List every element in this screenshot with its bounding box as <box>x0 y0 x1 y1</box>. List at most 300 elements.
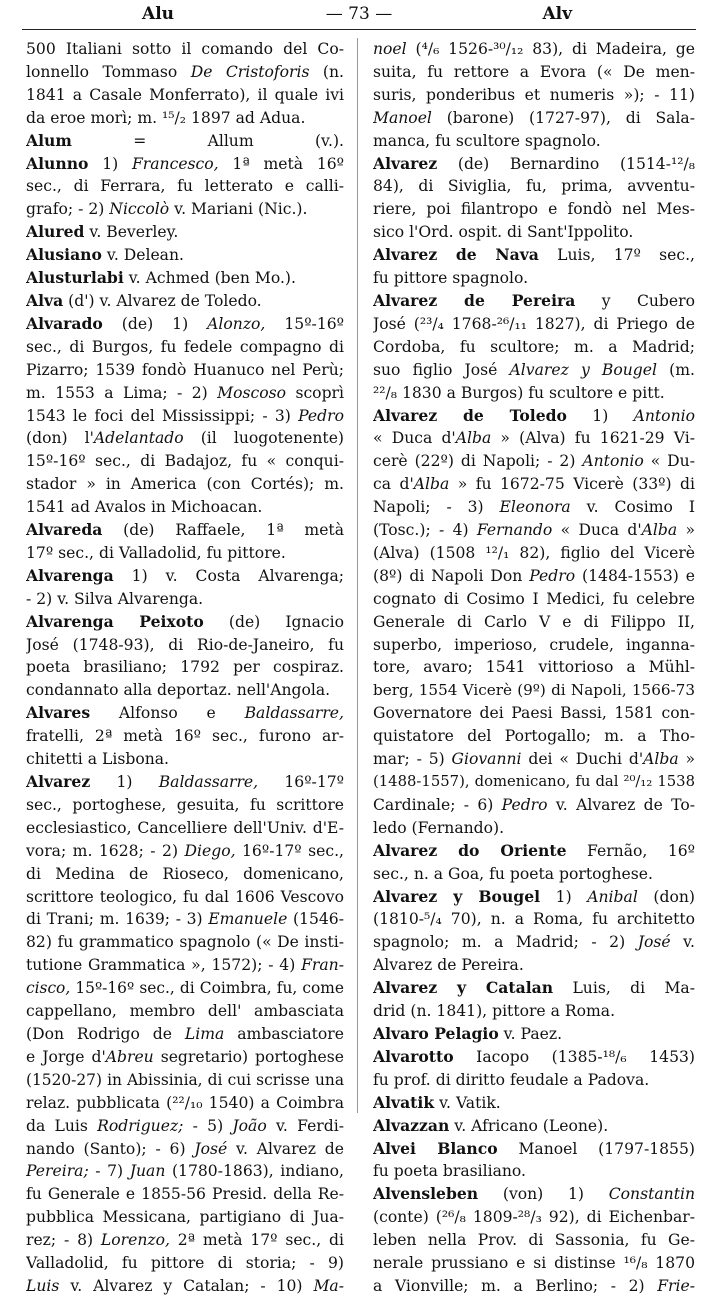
text-segment: (1810-⁵/₄ 70), n. a Roma, fu architetto <box>373 910 695 929</box>
italic-text: De Cristoforis <box>190 62 310 81</box>
entry-headword: Alvei Blanco <box>373 1138 498 1158</box>
text-segment: (1520-27) in Abissinia, di cui scrisse una <box>26 1070 344 1089</box>
text-line <box>373 153 695 176</box>
text-segment: sec., di Ferrara, fu letterato e calli- <box>26 177 344 196</box>
text-segment: fu poeta brasiliano. <box>373 1162 526 1181</box>
text-line <box>26 702 344 725</box>
text-line <box>26 1275 344 1298</box>
text-line <box>373 1023 695 1046</box>
text-segment: da eroe morì; m. ¹⁵/₂ 1897 ad Adua. <box>26 108 306 127</box>
text-line <box>373 290 695 313</box>
entry-headword: Alvarenga <box>26 565 114 585</box>
text-segment: berg, 1554 Vicerè (9º) di Napoli, 1566-73 <box>373 681 695 700</box>
text-line <box>373 519 695 542</box>
text-segment: José (1748-93), di Rio-de-Janeiro, fu <box>26 635 344 654</box>
text-segment: tore, avaro; 1541 vittorioso a Mühl- <box>373 658 695 677</box>
text-line <box>26 679 344 702</box>
text-line <box>373 1183 695 1206</box>
text-segment: suo figlio José <box>373 360 510 379</box>
text-line <box>26 565 344 588</box>
entry-headword: Alvarez de Pereira <box>373 290 576 310</box>
text-line <box>26 863 344 886</box>
italic-text: Juan <box>129 1162 166 1181</box>
page-number: — 73 — <box>325 4 393 24</box>
text-line <box>373 473 695 496</box>
text-line <box>373 954 695 977</box>
text-segment: Fernão, 16º <box>566 841 695 860</box>
text-segment: v. Achmed (ben Mo.). <box>123 269 296 288</box>
text-segment: spagnolo; m. a Madrid; - 2) <box>373 933 638 952</box>
text-segment: (de) Ignacio <box>203 612 344 631</box>
text-segment: 16º-17º <box>258 773 344 791</box>
text-segment: 1ª metà 16º <box>218 154 344 173</box>
text-line <box>26 1000 344 1023</box>
text-segment: 1) <box>566 406 634 425</box>
text-line <box>26 954 344 977</box>
italic-text: Niccolò <box>109 200 170 219</box>
text-line <box>373 175 695 198</box>
italic-text: Pedro <box>529 566 576 585</box>
text-line <box>373 336 695 359</box>
italic-text: Alba <box>455 429 492 448</box>
text-line <box>26 1023 344 1046</box>
text-segment: poeta brasiliano; 1792 per cospiraz. <box>26 658 344 677</box>
text-line <box>373 38 695 61</box>
text-segment: (don) <box>637 887 695 906</box>
italic-text: Manoel <box>373 108 432 127</box>
text-line <box>373 542 695 565</box>
text-segment: Cardinale; - 6) <box>373 795 502 814</box>
italic-text: Alba <box>643 750 679 769</box>
text-segment: v. Alvarez de <box>227 1139 344 1158</box>
entry-headword: Alusturlabi <box>26 268 124 288</box>
text-segment: (barone) (1727-97), di Sala- <box>431 108 695 127</box>
text-line <box>26 359 344 382</box>
text-line <box>26 1069 344 1092</box>
text-line <box>373 496 695 519</box>
text-segment: (8º) di Napoli Don <box>373 566 530 585</box>
text-line <box>26 382 344 405</box>
text-segment: 1841 a Casale Monferrato), il quale ivi <box>26 85 344 104</box>
italic-text: Pereira; <box>26 1162 89 1181</box>
text-line <box>373 1229 695 1252</box>
text-segment: (il luogotenente) <box>183 429 344 448</box>
text-line <box>26 886 344 909</box>
text-segment: v. Delean. <box>101 246 184 265</box>
text-segment: rez; - 8) <box>26 1231 101 1250</box>
text-line <box>373 886 695 909</box>
text-line <box>373 794 695 817</box>
text-segment: Alvarez de Pereira. <box>373 956 524 975</box>
italic-text: Ma- <box>313 1276 344 1295</box>
text-segment: sec., n. a Goa, fu poeta portoghese. <box>373 864 653 883</box>
text-segment: ecclesiastico, Cancelliere dell'Univ. d'E- <box>26 818 344 837</box>
text-line <box>373 588 695 611</box>
text-segment: scrittore teologico, fu dal 1606 Vescovo <box>26 887 344 906</box>
text-segment: 84), di Siviglia, fu, prima, avventu- <box>373 177 695 196</box>
text-segment: relaz. pubblicata (²²/₁₀ 1540) a Coimbra <box>26 1093 344 1112</box>
text-segment: (1546- <box>287 910 344 929</box>
text-line <box>26 840 344 863</box>
text-segment: tutione Grammatica », 1572); - 4) <box>26 956 302 975</box>
text-segment: di Medina de Rioseco, domenicano, <box>26 864 344 883</box>
text-line <box>373 130 695 153</box>
text-segment: » (Alva) fu 1621-29 Vi- <box>491 429 695 448</box>
text-line <box>26 336 344 359</box>
entry-headword: Alvensleben <box>373 1184 479 1204</box>
text-segment: stador » in America (con Cortés); m. <box>26 475 344 494</box>
text-segment: (Don Rodrigo de <box>26 1024 185 1043</box>
text-line <box>373 1252 695 1275</box>
italic-text: Alba <box>413 475 450 494</box>
text-segment: quistatore del Portogallo; m. a Tho- <box>373 727 695 746</box>
text-line <box>373 1092 695 1115</box>
text-line <box>26 656 344 679</box>
text-segment: v. <box>670 933 695 952</box>
text-line <box>373 1160 695 1183</box>
text-segment: - 2) v. Silva Alvarenga. <box>26 589 204 608</box>
text-line <box>373 908 695 931</box>
text-segment: Cordoba, fu scultore; m. a Madrid; <box>373 337 695 356</box>
text-segment: fratelli, 2ª metà 16º sec., furono ar- <box>26 727 344 746</box>
italic-text: noel <box>373 40 407 58</box>
text-line <box>373 61 695 84</box>
text-segment: cerè (22º) di Napoli; - 2) <box>373 452 583 471</box>
entry-headword: Alvarez de Nava <box>373 245 539 265</box>
entry-headword: Alvarez de Toledo <box>373 405 567 425</box>
text-line <box>26 519 344 542</box>
text-line <box>373 840 695 863</box>
text-line <box>373 313 695 336</box>
italic-text: Anibal <box>587 887 638 906</box>
text-line <box>26 771 344 794</box>
italic-text: Fran- <box>301 956 344 975</box>
text-segment: manca, fu scultore spagnolo. <box>373 131 601 150</box>
text-line <box>373 359 695 382</box>
text-segment: suita, fu rettore a Evora (« De men- <box>373 62 695 81</box>
text-segment: e Jorge d' <box>26 1047 106 1066</box>
text-segment: 2ª metà 17º sec., di <box>169 1231 344 1250</box>
text-line <box>373 1000 695 1023</box>
text-segment: Luis, di Ma- <box>553 979 695 998</box>
text-line <box>26 748 344 771</box>
italic-text: Abreu <box>105 1047 154 1066</box>
italic-text: Alvarez y Bougel <box>509 360 657 379</box>
text-line <box>373 107 695 130</box>
text-segment: v. Beverley. <box>84 223 179 242</box>
italic-text: Pedro <box>501 795 548 814</box>
header-rule <box>22 29 696 30</box>
text-segment: sec., portoghese, gesuita, fu scrittore <box>26 795 344 814</box>
text-segment: v. Paez. <box>498 1024 563 1043</box>
entry-headword: Alvarez y Bougel <box>373 886 541 906</box>
text-segment: mar; - 5) <box>373 750 452 769</box>
italic-text: Pedro <box>298 406 344 425</box>
left-column <box>26 38 344 1298</box>
entry-headword: Alvarez <box>373 153 438 173</box>
italic-text: Frie- <box>657 1276 695 1295</box>
text-segment: « Du- <box>643 452 695 471</box>
text-line <box>373 1069 695 1092</box>
text-line <box>373 382 695 405</box>
header-right-guideword: Alv <box>542 4 572 24</box>
text-line <box>26 473 344 496</box>
entry-headword: Alured <box>26 222 85 242</box>
text-line <box>373 198 695 221</box>
text-segment: v. Vatik. <box>434 1093 501 1112</box>
text-segment: (Tosc.); - 4) <box>373 521 477 540</box>
text-line <box>26 130 344 153</box>
text-segment: ca d' <box>373 475 414 494</box>
text-segment: (d') v. Alvarez de Toledo. <box>63 291 262 310</box>
entry-headword: Alunno <box>26 153 89 173</box>
text-segment: condannato alla deportaz. nell'Angola. <box>26 681 331 700</box>
text-segment: drid (n. 1841), pittore a Roma. <box>373 1002 616 1021</box>
column-divider <box>357 38 358 1113</box>
text-segment: v. Alvarez de To- <box>547 795 695 814</box>
text-segment: nerale prussiano e si distinse ¹⁶/₈ 1870 <box>373 1254 695 1273</box>
text-segment: v. Cosimo I <box>570 498 695 517</box>
right-column <box>373 38 695 1298</box>
text-line <box>373 611 695 634</box>
text-line <box>373 748 695 771</box>
text-line <box>26 977 344 1000</box>
text-line <box>26 542 344 565</box>
text-segment: Governatore dei Paesi Bassi, 1581 con- <box>373 704 695 723</box>
italic-text: Antonio <box>633 406 695 425</box>
text-segment: (⁴/₆ 1526-³⁰/₁₂ 83), di Madeira, ge <box>406 40 695 58</box>
text-segment: » <box>678 750 695 769</box>
text-line <box>373 565 695 588</box>
italic-text: Antonio <box>582 452 644 471</box>
text-segment: fu Generale e 1855-56 Presid. della Re- <box>26 1185 344 1204</box>
text-line <box>373 679 695 702</box>
text-segment: Napoli; - 3) <box>373 498 500 517</box>
text-line <box>373 427 695 450</box>
text-line <box>26 267 344 290</box>
text-segment: segretario) portoghese <box>153 1047 344 1066</box>
text-line <box>26 634 344 657</box>
text-segment: » <box>677 521 695 540</box>
text-line <box>26 313 344 336</box>
text-segment: - 7) <box>88 1162 130 1181</box>
text-line <box>26 496 344 519</box>
text-line <box>373 817 695 840</box>
text-segment: (1780-1863), indiano, <box>165 1162 344 1181</box>
text-segment: v. Alvarez y Catalan; - 10) <box>59 1276 314 1295</box>
text-segment: pubblica Messicana, partigiano di Jua- <box>26 1208 344 1227</box>
text-segment: v. Mariani (Nic.). <box>169 200 308 219</box>
italic-text: Giovanni <box>451 750 522 769</box>
text-line <box>26 1046 344 1069</box>
text-segment: Alfonso e <box>90 704 245 723</box>
italic-text: Alba <box>641 521 678 540</box>
text-segment: 1543 le foci del Mississippi; - 3) <box>26 406 299 425</box>
text-segment: ²²/₈ 1830 a Burgos) fu scultore e pitt. <box>373 383 665 402</box>
italic-text: Baldassarre, <box>244 704 344 723</box>
text-line <box>373 267 695 290</box>
text-line <box>26 221 344 244</box>
text-segment: di Trani; m. 1639; - 3) <box>26 910 209 929</box>
text-line <box>26 427 344 450</box>
text-segment: a Vionville; m. a Berlino; - 2) <box>373 1276 658 1295</box>
text-segment: v. Africano (Leone). <box>449 1116 609 1135</box>
text-segment: (Alva) (1508 ¹²/₁ 82), figlio del Vicerè <box>373 543 695 562</box>
italic-text: José <box>194 1139 228 1158</box>
text-line <box>26 725 344 748</box>
text-line <box>26 175 344 198</box>
text-line <box>26 1206 344 1229</box>
text-line <box>373 725 695 748</box>
text-segment: (1488-1557), domenicano, fu dal ²⁰/₁₂ 1538 <box>373 773 695 790</box>
text-line <box>26 244 344 267</box>
text-segment: » fu 1672-75 Vicerè (33º) di <box>449 475 695 494</box>
text-line <box>26 290 344 313</box>
text-line <box>373 221 695 244</box>
text-line <box>26 84 344 107</box>
text-segment: 15º-16º <box>265 314 344 333</box>
text-line <box>373 1115 695 1138</box>
text-segment: (conte) (²⁶/₈ 1809-²⁸/₃ 92), di Eichenbar- <box>373 1208 695 1227</box>
text-segment: vora; m. 1628; - 2) <box>26 841 185 860</box>
text-line <box>26 931 344 954</box>
text-segment: scoprì <box>286 383 344 402</box>
text-segment: fu pittore spagnolo. <box>373 269 529 288</box>
text-line <box>373 450 695 473</box>
text-line <box>26 1252 344 1275</box>
text-segment: nando (Santo); - 6) <box>26 1139 195 1158</box>
text-segment: 17º sec., di Valladolid, fu pittore. <box>26 543 286 562</box>
text-line <box>26 198 344 221</box>
text-line <box>373 1275 695 1298</box>
entry-headword: Alva <box>26 290 64 310</box>
entry-headword: Alvarenga Peixoto <box>26 611 204 631</box>
text-segment: sico l'Ord. ospit. di Sant'Ippolito. <box>373 223 634 242</box>
text-segment: sec., di Burgos, fu fedele compagno di <box>26 337 344 356</box>
text-segment: 15º-16º sec., di Badajoz, fu « conqui- <box>26 452 344 471</box>
text-line <box>26 817 344 840</box>
text-line <box>26 794 344 817</box>
italic-text: Francesco, <box>131 154 219 173</box>
header-left-guideword: Alu <box>142 4 175 24</box>
text-line <box>26 1092 344 1115</box>
text-segment: (von) 1) <box>478 1185 609 1204</box>
text-segment: 1) <box>88 154 132 173</box>
text-segment: (de) Raffaele, 1ª metà <box>102 521 344 540</box>
text-segment: Luis, 17º sec., <box>538 246 695 265</box>
text-segment: 1541 ad Avalos in Michoacan. <box>26 498 263 517</box>
italic-text: Lorenzo, <box>100 1231 170 1250</box>
text-segment: Valladolid, fu pittore di storia; - 9) <box>26 1254 344 1273</box>
entry-headword: Alusiano <box>26 245 102 265</box>
text-segment: - 5) <box>183 1116 233 1135</box>
text-segment: suris, ponderibus et numeris »); - 11) <box>373 85 695 104</box>
text-line <box>26 61 344 84</box>
italic-text: Constantin <box>608 1185 695 1204</box>
text-segment: 82) fu grammatico spagnolo (« De insti- <box>26 933 344 952</box>
entry-headword: Alvarotto <box>373 1046 454 1066</box>
text-segment: (n. <box>309 62 344 81</box>
text-segment: Manoel (1797-1855) <box>497 1139 695 1158</box>
text-line <box>26 1160 344 1183</box>
entry-headword: Alvareda <box>26 520 103 540</box>
italic-text: cisco, <box>26 979 71 998</box>
entry-headword: Alvarez do Oriente <box>373 840 567 860</box>
text-segment: (de) 1) <box>102 314 208 333</box>
italic-text: Baldassarre, <box>158 773 259 791</box>
text-line <box>373 1046 695 1069</box>
text-line <box>26 1115 344 1138</box>
text-segment: fu prof. di diritto feudale a Padova. <box>373 1070 650 1089</box>
text-segment: riere, poi filantropo e fondò nel Mes- <box>373 200 695 219</box>
text-line <box>373 244 695 267</box>
text-line <box>373 84 695 107</box>
page-header <box>28 4 690 30</box>
text-segment: 1) <box>90 773 159 791</box>
text-line <box>26 908 344 931</box>
text-segment: « Duca d' <box>552 521 642 540</box>
text-segment: (m. <box>657 360 695 379</box>
italic-text: Adelantado <box>93 429 184 448</box>
text-segment: (1484-1553) e <box>575 566 695 585</box>
text-segment: lonnello Tommaso <box>26 62 191 81</box>
text-line <box>26 1229 344 1252</box>
entry-headword: Alvarez <box>26 772 91 791</box>
text-segment: leben nella Prov. di Sassonia, fu Ge- <box>373 1231 695 1250</box>
text-line <box>26 405 344 428</box>
text-line <box>373 405 695 428</box>
italic-text: Alonzo, <box>207 314 266 333</box>
text-line <box>373 702 695 725</box>
text-segment: dei « Duchi d' <box>521 750 644 769</box>
text-line <box>373 634 695 657</box>
text-line <box>26 38 344 61</box>
text-line <box>26 588 344 611</box>
text-segment: da Luis <box>26 1116 98 1135</box>
entry-headword: Alvarez y Catalan <box>373 978 554 998</box>
text-segment: m. 1553 a Lima; - 2) <box>26 383 218 402</box>
text-line <box>26 107 344 130</box>
italic-text: Lima <box>184 1024 225 1043</box>
text-line <box>26 611 344 634</box>
text-line <box>26 153 344 176</box>
text-segment: cognato di Cosimo I Medici, fu celebre <box>373 589 695 608</box>
text-segment: Pizarro; 1539 fondò Huanuco nel Perù; <box>26 360 344 379</box>
text-line <box>26 450 344 473</box>
text-segment: (don) l' <box>26 429 94 448</box>
entry-headword: Alvaro Pelagio <box>373 1023 499 1043</box>
italic-text: João <box>232 1116 267 1135</box>
italic-text: Fernando <box>476 521 553 540</box>
text-line <box>373 863 695 886</box>
italic-text: Luis <box>26 1276 60 1295</box>
italic-text: Emanuele <box>208 910 288 929</box>
text-segment: superbo, imperioso, crudele, inganna- <box>373 635 695 654</box>
text-line <box>26 1183 344 1206</box>
text-segment: chitetti a Lisbona. <box>26 750 170 769</box>
entry-headword: Alvarado <box>26 313 103 333</box>
italic-text: Rodriguez; <box>97 1116 184 1135</box>
text-segment: Generale di Carlo V e di Filippo II, <box>373 612 695 631</box>
text-line <box>26 1138 344 1161</box>
text-segment: ambasciatore <box>224 1024 344 1043</box>
text-line <box>373 1206 695 1229</box>
italic-text: José <box>637 933 671 952</box>
text-segment: 1) v. Costa Alvarenga; <box>113 566 344 585</box>
text-segment: = Allum (v.). <box>71 131 344 150</box>
text-line <box>373 931 695 954</box>
entry-headword: Alvazzan <box>373 1115 450 1135</box>
